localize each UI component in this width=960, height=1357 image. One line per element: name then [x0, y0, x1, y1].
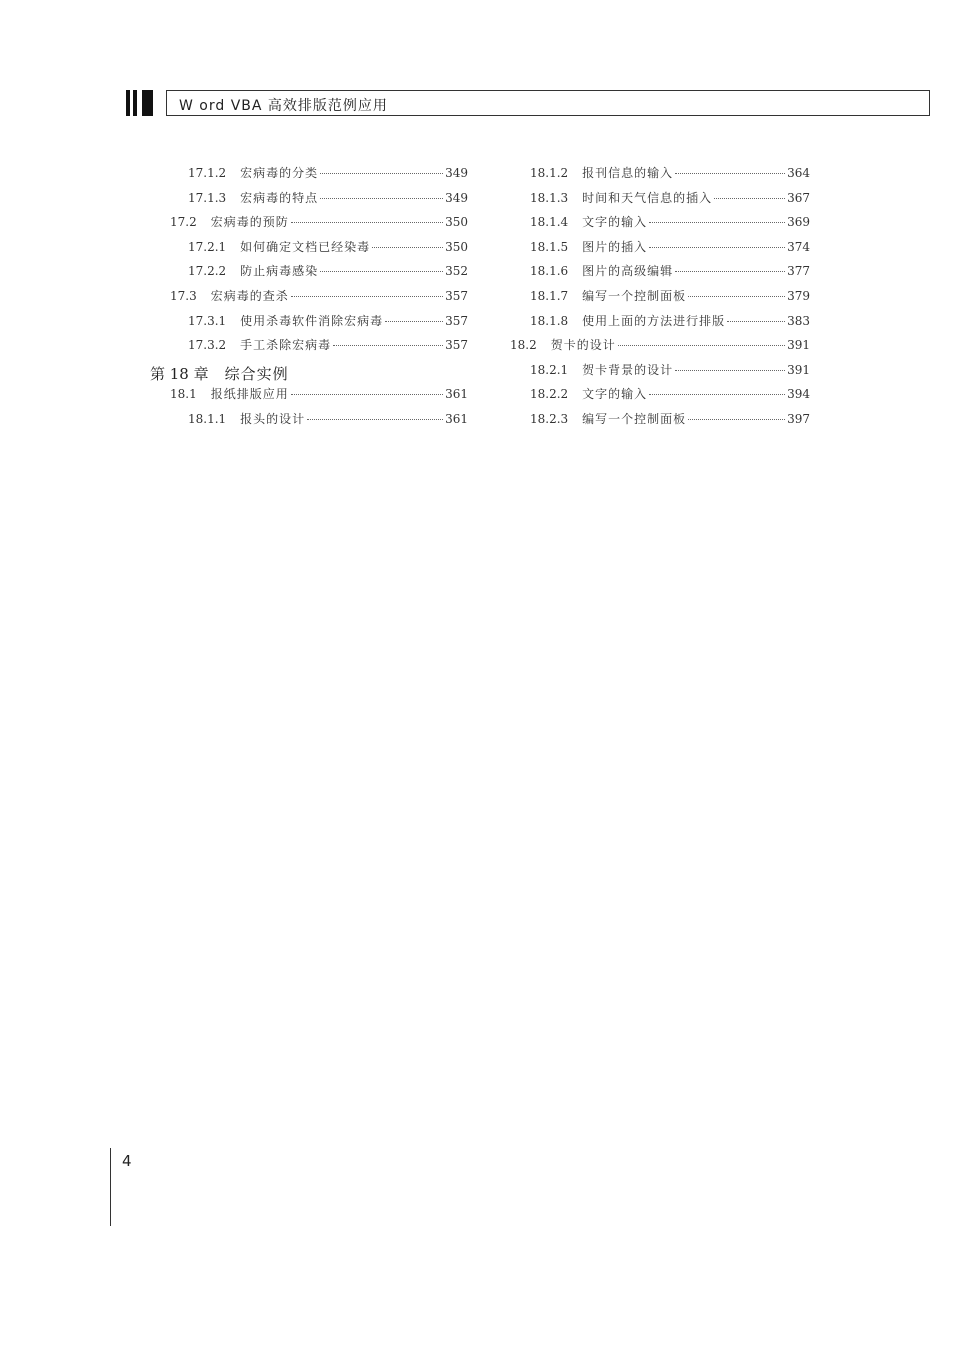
toc-entry[interactable] [150, 410, 468, 435]
toc-chapter-title: 综合实例 [224, 364, 289, 383]
toc-entry[interactable] [150, 385, 468, 410]
toc-entry-page: 394 [787, 387, 810, 402]
toc-entry-page: 379 [787, 288, 810, 303]
toc-entry-number: 17.2 [170, 215, 197, 230]
toc-entry-number: 18.2.2 [530, 387, 569, 402]
toc-entry-page: 357 [445, 313, 468, 328]
footer-rule [110, 1148, 111, 1226]
toc-entry-number: 17.1.2 [188, 166, 227, 180]
toc-entry-number: 18.1.5 [530, 239, 569, 254]
toc-entry-page: 364 [787, 166, 810, 180]
toc-entry-title: 报纸排版应用 [210, 387, 289, 402]
toc-chapter-number: 第 18 章 [150, 364, 209, 383]
toc-entry[interactable] [510, 385, 810, 410]
toc-entry-number: 18.1.2 [530, 166, 569, 180]
toc-leader-dots [372, 247, 443, 248]
toc-leader-dots [320, 173, 443, 174]
book-title: W ord VBA 高效排版范例应用 [179, 98, 388, 114]
toc-entry-title: 宏病毒的查杀 [210, 288, 289, 303]
toc-leader-dots [675, 271, 785, 272]
toc-entry-number: 18.2.3 [530, 411, 569, 426]
toc-leader-dots [675, 370, 785, 371]
toc-entry-title: 贺卡的设计 [550, 338, 616, 353]
toc-entry-page: 369 [787, 215, 810, 230]
toc-entry-page: 383 [787, 313, 810, 328]
toc-entry-title: 时间和天气信息的插入 [582, 190, 713, 205]
toc-entry-page: 350 [445, 239, 468, 254]
toc-entry-number: 18.1 [170, 387, 197, 402]
toc-leader-dots [649, 222, 785, 223]
toc-entry-title: 图片的插入 [582, 239, 648, 254]
toc-leader-dots [675, 173, 785, 174]
toc-entry[interactable] [510, 262, 810, 287]
toc-entry[interactable] [150, 238, 468, 263]
toc-entry-title: 使用杀毒软件消除宏病毒 [240, 313, 384, 328]
toc-entry-number: 18.2.1 [530, 362, 569, 377]
toc-entry-title: 图片的高级编辑 [582, 264, 674, 279]
toc-leader-dots [333, 345, 443, 346]
toc-entry-number: 17.3.2 [188, 338, 227, 353]
toc-entry[interactable] [150, 262, 468, 287]
toc-entry-number: 18.1.1 [188, 411, 227, 426]
toc-entry-page: 391 [787, 338, 810, 353]
toc-entry-page: 357 [445, 338, 468, 353]
running-header [124, 90, 930, 116]
toc-entry-page: 397 [787, 411, 810, 426]
toc-entry-page: 349 [445, 166, 468, 180]
toc-entry[interactable] [150, 336, 468, 361]
toc-entry-page: 350 [445, 215, 468, 230]
toc-entry-title: 编写一个控制面板 [582, 411, 687, 426]
toc-leader-dots [618, 345, 785, 346]
toc-chapter-heading[interactable] [150, 361, 468, 386]
toc-leader-dots [688, 419, 785, 420]
toc-entry-page: 352 [445, 264, 468, 279]
toc-entry[interactable] [510, 164, 810, 189]
toc-entry-page: 374 [787, 239, 810, 254]
toc-entry-number: 18.2 [510, 338, 537, 353]
toc-entry-number: 17.1.3 [188, 190, 227, 205]
toc-entry-title: 防止病毒感染 [240, 264, 319, 279]
toc-entry-page: 361 [445, 387, 468, 402]
toc-leader-dots [649, 394, 785, 395]
toc-entry-title: 宏病毒的预防 [210, 215, 289, 230]
toc-leader-dots [727, 321, 785, 322]
toc-column-right [510, 164, 810, 435]
toc-entry-title: 宏病毒的特点 [240, 190, 319, 205]
toc-entry-number: 18.1.6 [530, 264, 569, 279]
toc-leader-dots [320, 198, 443, 199]
toc-entry-number: 17.2.2 [188, 264, 227, 279]
toc-entry[interactable] [510, 410, 810, 435]
toc-entry[interactable] [510, 238, 810, 263]
toc-leader-dots [688, 296, 785, 297]
toc-entry-title: 文字的输入 [582, 215, 648, 230]
toc-entry[interactable] [510, 287, 810, 312]
toc-entry[interactable] [150, 164, 468, 189]
toc-entry[interactable] [510, 213, 810, 238]
toc-entry-title: 宏病毒的分类 [240, 166, 319, 180]
toc-entry-number: 18.1.7 [530, 288, 569, 303]
toc-column-left [150, 164, 468, 435]
toc-entry[interactable] [150, 287, 468, 312]
toc-entry-title: 文字的输入 [582, 387, 648, 402]
toc-entry[interactable] [150, 213, 468, 238]
page-number: 4 [122, 1152, 132, 1170]
toc-leader-dots [320, 271, 443, 272]
toc-entry[interactable] [510, 336, 810, 361]
toc-leader-dots [307, 419, 443, 420]
toc-entry-title: 贺卡背景的设计 [582, 362, 674, 377]
toc-entry-number: 17.3.1 [188, 313, 227, 328]
toc-leader-dots [291, 222, 443, 223]
toc-entry-number: 18.1.3 [530, 190, 569, 205]
toc-leader-dots [291, 296, 443, 297]
toc-entry-title: 编写一个控制面板 [582, 288, 687, 303]
toc-leader-dots [714, 198, 785, 199]
toc-entry-number: 17.2.1 [188, 239, 227, 254]
toc-leader-dots [649, 247, 785, 248]
toc-entry-title: 使用上面的方法进行排版 [582, 313, 726, 328]
toc-leader-dots [291, 394, 443, 395]
toc-entry-number: 17.3 [170, 288, 197, 303]
toc-entry-number: 18.1.4 [530, 215, 569, 230]
toc-entry-title: 报刊信息的输入 [582, 166, 674, 180]
toc-entry-page: 357 [445, 288, 468, 303]
toc-entry-title: 报头的设计 [240, 411, 306, 426]
toc-entry-page: 391 [787, 362, 810, 377]
toc-entry-number: 18.1.8 [530, 313, 569, 328]
toc-entry[interactable] [510, 189, 810, 214]
header-title-box [166, 90, 930, 116]
toc-entry-page: 377 [787, 264, 810, 279]
toc-entry[interactable] [510, 312, 810, 337]
toc-entry-page: 349 [445, 190, 468, 205]
toc-entry-page: 361 [445, 411, 468, 426]
toc-entry-title: 如何确定文档已经染毒 [240, 239, 371, 254]
toc-entry[interactable] [150, 312, 468, 337]
toc-entry[interactable] [150, 189, 468, 214]
toc-entry-page: 367 [787, 190, 810, 205]
toc-leader-dots [385, 321, 443, 322]
toc-entry-title: 手工杀除宏病毒 [240, 338, 332, 353]
toc-entry[interactable] [510, 361, 810, 386]
